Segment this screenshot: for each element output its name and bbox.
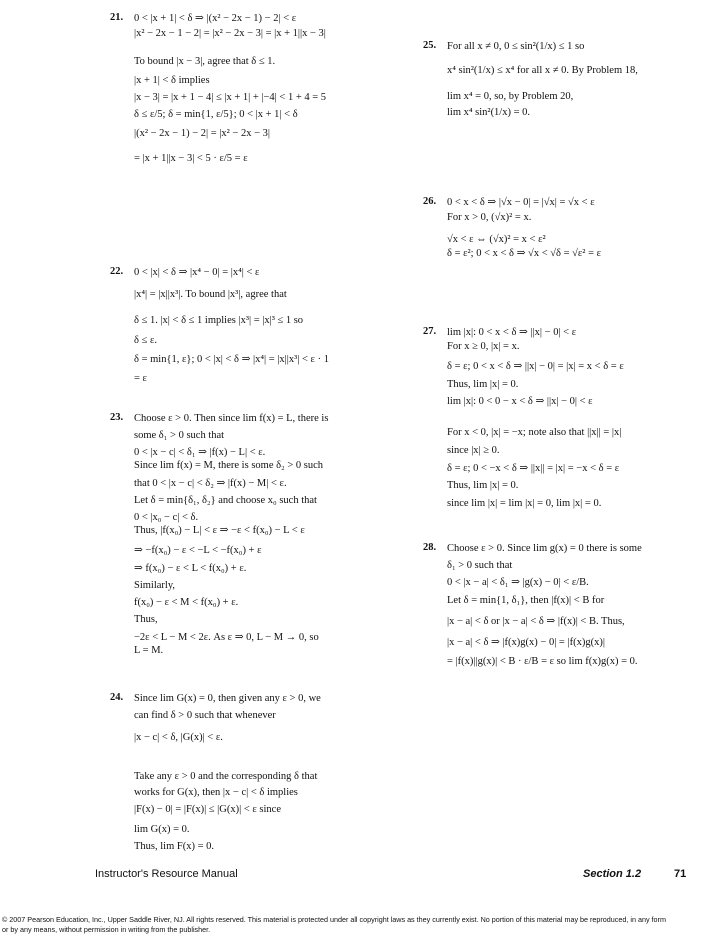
solution-line: 0 < |x₀ − c| < δ. <box>134 512 199 523</box>
solution-line: lim |x|: 0 < x < δ ⇒ ||x| − 0| < ε <box>447 327 577 338</box>
page-number: 71 <box>674 868 687 880</box>
problem-number: 21. <box>110 12 124 23</box>
solution-line: L = M. <box>134 645 164 656</box>
solution-line: = |f(x)||g(x)| < B · ε/B = ε so lim f(x)g(x) = 0. <box>447 656 638 667</box>
solution-line: works for G(x), then |x − c| < δ implies <box>134 787 298 798</box>
solution-line: Choose ε > 0. Since lim g(x) = 0 there is some <box>447 543 642 554</box>
solution-line: |x − a| < δ or |x − a| < δ ⇒ |f(x)| < B. Thus, <box>447 616 625 627</box>
solution-line: For x < 0, |x| = −x; note also that ||x|| = |x| <box>447 427 622 438</box>
solution-line: −2ε < L − M < 2ε. As ε ⇒ 0, L − M → 0, so <box>134 632 319 643</box>
solution-line: Let δ = min{δ₁, δ₂} and choose x₀ such that <box>134 495 317 506</box>
solution-line: Thus, lim |x| = 0. <box>447 379 519 390</box>
solution-line: Similarly, <box>134 580 176 591</box>
problem-number: 24. <box>110 692 124 703</box>
solution-line: ⇒ −f(x₀) − ε < −L < −f(x₀) + ε <box>134 545 262 556</box>
solution-line: Thus, lim |x| = 0. <box>447 480 519 491</box>
solution-line: 0 < |x − a| < δ₁ ⇒ |g(x) − 0| < ε/B. <box>447 577 589 588</box>
solution-line: δ = ε²; 0 < x < δ ⇒ √x < √δ = √ε² = ε <box>447 248 602 259</box>
solution-line: 0 < |x| < δ ⇒ |x⁴ − 0| = |x⁴| < ε <box>134 267 260 278</box>
solution-line: Since lim G(x) = 0, then given any ε > 0, we <box>134 693 321 704</box>
section-label: Section 1.2 <box>583 868 642 880</box>
solution-line: = |x + 1||x − 3| < 5 · ε/5 = ε <box>134 153 248 164</box>
solution-line: lim x⁴ sin²(1/x) = 0. <box>447 107 531 118</box>
solution-line: For x ≥ 0, |x| = x. <box>447 341 520 352</box>
solution-line: δ ≤ ε. <box>134 335 157 346</box>
solution-line: 0 < x < δ ⇒ |√x − 0| = |√x| = √x < ε <box>447 197 595 208</box>
solution-line: ⇒ f(x₀) − ε < L < f(x₀) + ε. <box>134 563 247 574</box>
solution-line: δ₁ > 0 such that <box>447 560 513 571</box>
solution-line: For x > 0, (√x)² = x. <box>447 212 532 223</box>
solution-line: 0 < |x + 1| < δ ⇒ |(x² − 2x − 1) − 2| < ε <box>134 13 297 24</box>
problem-number: 27. <box>423 326 437 337</box>
solution-line: f(x₀) − ε < M < f(x₀) + ε. <box>134 597 239 608</box>
problem-number: 25. <box>423 40 437 51</box>
solution-line: |(x² − 2x − 1) − 2| = |x² − 2x − 3| <box>134 128 270 139</box>
solution-line: √x < ε ⇔ (√x)² = x < ε² <box>447 234 546 245</box>
copyright-line: © 2007 Pearson Education, Inc., Upper Saddle River, NJ. All rights reserved. This material is protected under all copyright laws as they currently exist. No portion of this material may be reproduced, in any form <box>2 915 666 924</box>
solution-line: |x − 3| = |x + 1 − 4| ≤ |x + 1| + |−4| < 1 + 4 = 5 <box>134 92 327 103</box>
solution-line: δ = min{1, ε}; 0 < |x| < δ ⇒ |x⁴| = |x||x³| < ε · 1 <box>134 354 329 365</box>
solution-line: For all x ≠ 0, 0 ≤ sin²(1/x) ≤ 1 so <box>447 41 585 52</box>
solution-line: Since lim f(x) = M, there is some δ₂ > 0 such <box>134 460 324 471</box>
problem-number: 22. <box>110 266 124 277</box>
solution-line: To bound |x − 3|, agree that δ ≤ 1. <box>134 56 276 67</box>
solution-line: x⁴ sin²(1/x) ≤ x⁴ for all x ≠ 0. By Problem 18, <box>447 65 638 76</box>
solution-line: lim x⁴ = 0, so, by Problem 20, <box>447 91 574 102</box>
problem-number: 28. <box>423 542 437 553</box>
solution-line: Choose ε > 0. Then since lim f(x) = L, there is <box>134 413 329 424</box>
problem-number: 26. <box>423 196 437 207</box>
solution-line: δ ≤ ε/5; δ = min{1, ε/5}; 0 < |x + 1| < δ <box>134 109 298 120</box>
solution-line: since lim |x| = lim |x| = 0, lim |x| = 0. <box>447 498 602 509</box>
solution-line: |x − a| < δ ⇒ |f(x)g(x) − 0| = |f(x)g(x)| <box>447 637 605 648</box>
copyright-line: or by any means, without permission in writing from the publisher. <box>2 925 211 934</box>
solution-line: Take any ε > 0 and the corresponding δ that <box>134 771 318 782</box>
manual-title: Instructor's Resource Manual <box>95 868 238 880</box>
solution-line: Let δ = min{1, δ₁}, then |f(x)| < B for <box>447 595 605 606</box>
solution-line: Thus, |f(x₀) − L| < ε ⇒ −ε < f(x₀) − L < ε <box>134 525 305 536</box>
solution-line: some δ₁ > 0 such that <box>134 430 225 441</box>
solution-line: can find δ > 0 such that whenever <box>134 710 276 721</box>
solution-line: lim |x|: 0 < 0 − x < δ ⇒ ||x| − 0| < ε <box>447 396 593 407</box>
solution-line: δ = ε; 0 < −x < δ ⇒ ||x|| = |x| = −x < δ = ε <box>447 463 620 474</box>
solution-line: = ε <box>134 373 147 384</box>
solution-line: δ ≤ 1. |x| < δ ≤ 1 implies |x³| = |x|³ ≤ 1 so <box>134 315 304 326</box>
solution-line: |x⁴| = |x||x³|. To bound |x³|, agree that <box>134 289 287 300</box>
solution-line: lim G(x) = 0. <box>134 824 190 835</box>
solution-line: δ = ε; 0 < x < δ ⇒ ||x| − 0| = |x| = x < δ = ε <box>447 361 624 372</box>
solution-line: that 0 < |x − c| < δ₂ ⇒ |f(x) − M| < ε. <box>134 478 287 489</box>
solution-line: |x² − 2x − 1 − 2| = |x² − 2x − 3| = |x + 1||x − 3| <box>134 28 326 39</box>
problem-number: 23. <box>110 412 124 423</box>
solution-line: Thus, <box>134 614 158 625</box>
solution-line: 0 < |x − c| < δ₁ ⇒ |f(x) − L| < ε. <box>134 447 266 458</box>
solution-line: |x + 1| < δ implies <box>134 75 210 86</box>
copyright-notice <box>2 915 728 935</box>
solution-line: Thus, lim F(x) = 0. <box>134 841 215 852</box>
solution-line: |x − c| < δ, |G(x)| < ε. <box>134 732 223 743</box>
solution-line: |F(x) − 0| = |F(x)| ≤ |G(x)| < ε since <box>134 804 281 815</box>
solution-line: since |x| ≥ 0. <box>447 445 500 456</box>
